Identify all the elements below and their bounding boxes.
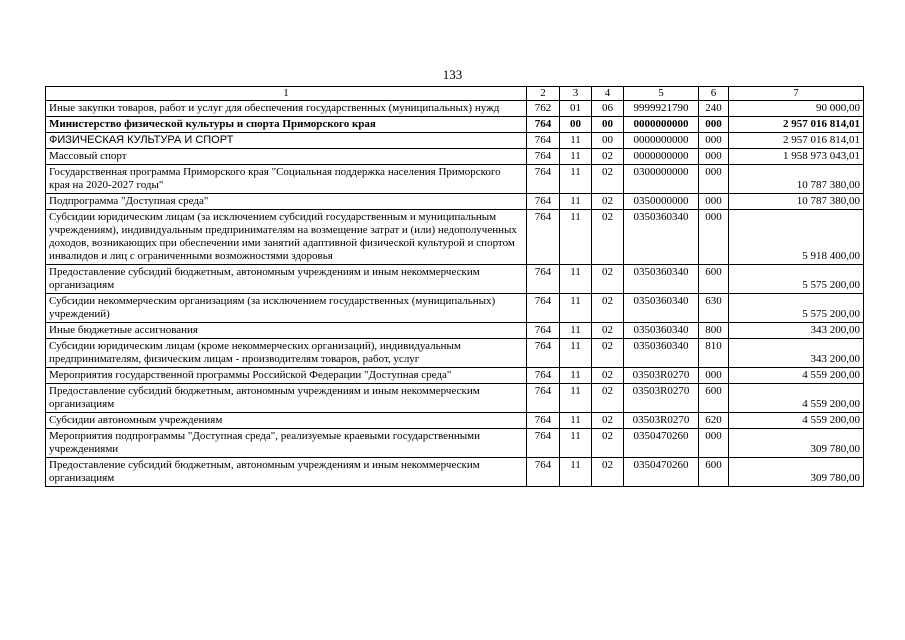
row-name: Государственная программа Приморского края "Социальная поддержка населения Приморского края на 2020-2027 годы" <box>46 165 527 194</box>
row-target-code: 0350360340 <box>624 323 699 339</box>
column-header: 5 <box>624 87 699 101</box>
column-header: 4 <box>592 87 624 101</box>
row-target-code: 03503R0270 <box>624 413 699 429</box>
row-name: Субсидии автономным учреждениям <box>46 413 527 429</box>
row-section-code: 11 <box>560 194 592 210</box>
table-row <box>46 294 864 323</box>
row-amount: 309 780,00 <box>729 429 864 458</box>
row-subsection-code: 02 <box>592 210 624 265</box>
table-row <box>46 165 864 194</box>
row-subsection-code: 02 <box>592 368 624 384</box>
column-header: 6 <box>699 87 729 101</box>
row-subsection-code: 02 <box>592 294 624 323</box>
row-amount: 10 787 380,00 <box>729 165 864 194</box>
row-amount: 5 918 400,00 <box>729 210 864 265</box>
row-target-code: 0300000000 <box>624 165 699 194</box>
row-section-code: 11 <box>560 458 592 487</box>
table-row <box>46 339 864 368</box>
row-expense-type-code: 000 <box>699 210 729 265</box>
row-name: Подпрограмма "Доступная среда" <box>46 194 527 210</box>
column-header: 3 <box>560 87 592 101</box>
table-body <box>46 87 864 487</box>
row-subsection-code: 02 <box>592 323 624 339</box>
table-row <box>46 149 864 165</box>
row-section-code: 11 <box>560 368 592 384</box>
table-row <box>46 368 864 384</box>
row-subsection-code: 02 <box>592 339 624 368</box>
row-ministry-code: 764 <box>527 133 560 149</box>
column-header: 1 <box>46 87 527 101</box>
row-subsection-code: 02 <box>592 458 624 487</box>
row-expense-type-code: 000 <box>699 429 729 458</box>
budget-table <box>45 86 864 487</box>
row-expense-type-code: 000 <box>699 165 729 194</box>
row-ministry-code: 764 <box>527 429 560 458</box>
row-name: Министерство физической культуры и спорта Приморского края <box>46 117 527 133</box>
column-header: 2 <box>527 87 560 101</box>
table-row <box>46 458 864 487</box>
row-name: Иные бюджетные ассигнования <box>46 323 527 339</box>
row-name: Иные закупки товаров, работ и услуг для обеспечения государственных (муниципальных) нужд <box>46 101 527 117</box>
row-target-code: 0350360340 <box>624 265 699 294</box>
row-ministry-code: 764 <box>527 458 560 487</box>
row-target-code: 0350360340 <box>624 339 699 368</box>
row-amount: 343 200,00 <box>729 339 864 368</box>
row-target-code: 0350470260 <box>624 458 699 487</box>
row-section-code: 11 <box>560 323 592 339</box>
row-name: Мероприятия государственной программы Российской Федерации "Доступная среда" <box>46 368 527 384</box>
table-row <box>46 429 864 458</box>
row-amount: 4 559 200,00 <box>729 368 864 384</box>
row-ministry-code: 764 <box>527 117 560 133</box>
row-ministry-code: 764 <box>527 384 560 413</box>
row-name: Субсидии некоммерческим организациям (за исключением государственных (муниципальных) учреждений) <box>46 294 527 323</box>
row-name: Мероприятия подпрограммы "Доступная среда", реализуемые краевыми государственными учреждениями <box>46 429 527 458</box>
row-amount: 10 787 380,00 <box>729 194 864 210</box>
row-amount: 90 000,00 <box>729 101 864 117</box>
row-subsection-code: 00 <box>592 133 624 149</box>
row-expense-type-code: 240 <box>699 101 729 117</box>
row-subsection-code: 02 <box>592 165 624 194</box>
row-name: Массовый спорт <box>46 149 527 165</box>
row-name: Субсидии юридическим лицам (кроме некоммерческих организаций), индивидуальным предпринимателям, физическим лицам - производителям товаров, работ, услуг <box>46 339 527 368</box>
row-section-code: 11 <box>560 133 592 149</box>
row-target-code: 0000000000 <box>624 149 699 165</box>
row-section-code: 11 <box>560 294 592 323</box>
row-ministry-code: 764 <box>527 149 560 165</box>
row-section-code: 11 <box>560 165 592 194</box>
row-target-code: 0350470260 <box>624 429 699 458</box>
row-expense-type-code: 000 <box>699 133 729 149</box>
row-section-code: 11 <box>560 210 592 265</box>
row-expense-type-code: 000 <box>699 117 729 133</box>
table-row <box>46 194 864 210</box>
row-name: Предоставление субсидий бюджетным, автономным учреждениям и иным некоммерческим организациям <box>46 458 527 487</box>
row-ministry-code: 764 <box>527 210 560 265</box>
row-subsection-code: 02 <box>592 194 624 210</box>
column-header: 7 <box>729 87 864 101</box>
table-row <box>46 384 864 413</box>
row-expense-type-code: 600 <box>699 265 729 294</box>
row-subsection-code: 02 <box>592 413 624 429</box>
row-target-code: 03503R0270 <box>624 384 699 413</box>
table-row <box>46 133 864 149</box>
row-amount: 4 559 200,00 <box>729 413 864 429</box>
header-row <box>46 87 864 101</box>
row-ministry-code: 764 <box>527 265 560 294</box>
row-expense-type-code: 000 <box>699 368 729 384</box>
row-target-code: 0000000000 <box>624 133 699 149</box>
row-target-code: 9999921790 <box>624 101 699 117</box>
table-row <box>46 210 864 265</box>
row-section-code: 00 <box>560 117 592 133</box>
row-section-code: 11 <box>560 149 592 165</box>
row-subsection-code: 02 <box>592 429 624 458</box>
row-expense-type-code: 000 <box>699 149 729 165</box>
row-expense-type-code: 600 <box>699 384 729 413</box>
row-ministry-code: 764 <box>527 339 560 368</box>
row-expense-type-code: 600 <box>699 458 729 487</box>
table-row <box>46 101 864 117</box>
row-target-code: 0350360340 <box>624 294 699 323</box>
row-target-code: 0350360340 <box>624 210 699 265</box>
page-number: 133 <box>442 67 463 82</box>
row-ministry-code: 764 <box>527 294 560 323</box>
row-ministry-code: 764 <box>527 323 560 339</box>
row-expense-type-code: 810 <box>699 339 729 368</box>
row-name: Субсидии юридическим лицам (за исключением субсидий государственным и муниципальным учреждениям), индивидуальным предпринимателям на возмещение затрат и (или) недополученных доходов, возникающих при обеспечении ими занятий адаптивной физической культурой и спортом инвалидов и лиц с ограниченными возможностями здоровья <box>46 210 527 265</box>
row-ministry-code: 764 <box>527 165 560 194</box>
row-amount: 4 559 200,00 <box>729 384 864 413</box>
row-target-code: 0350000000 <box>624 194 699 210</box>
row-ministry-code: 764 <box>527 368 560 384</box>
row-expense-type-code: 000 <box>699 194 729 210</box>
table-row <box>46 117 864 133</box>
row-amount: 2 957 016 814,01 <box>729 117 864 133</box>
row-amount: 1 958 973 043,01 <box>729 149 864 165</box>
row-section-code: 11 <box>560 413 592 429</box>
row-subsection-code: 02 <box>592 265 624 294</box>
row-subsection-code: 02 <box>592 149 624 165</box>
row-name: Предоставление субсидий бюджетным, автономным учреждениям и иным некоммерческим организациям <box>46 384 527 413</box>
row-subsection-code: 06 <box>592 101 624 117</box>
row-name: Предоставление субсидий бюджетным, автономным учреждениям и иным некоммерческим организациям <box>46 265 527 294</box>
table-row <box>46 413 864 429</box>
row-section-code: 11 <box>560 429 592 458</box>
row-name: ФИЗИЧЕСКАЯ КУЛЬТУРА И СПОРТ <box>46 133 527 149</box>
row-ministry-code: 764 <box>527 194 560 210</box>
row-target-code: 03503R0270 <box>624 368 699 384</box>
table-row <box>46 323 864 339</box>
row-ministry-code: 762 <box>527 101 560 117</box>
row-section-code: 11 <box>560 384 592 413</box>
row-expense-type-code: 630 <box>699 294 729 323</box>
row-expense-type-code: 800 <box>699 323 729 339</box>
row-ministry-code: 764 <box>527 413 560 429</box>
row-amount: 343 200,00 <box>729 323 864 339</box>
table-row <box>46 265 864 294</box>
row-section-code: 11 <box>560 339 592 368</box>
row-amount: 5 575 200,00 <box>729 265 864 294</box>
row-amount: 309 780,00 <box>729 458 864 487</box>
row-amount: 5 575 200,00 <box>729 294 864 323</box>
row-section-code: 01 <box>560 101 592 117</box>
row-subsection-code: 02 <box>592 384 624 413</box>
row-section-code: 11 <box>560 265 592 294</box>
row-expense-type-code: 620 <box>699 413 729 429</box>
row-subsection-code: 00 <box>592 117 624 133</box>
row-target-code: 0000000000 <box>624 117 699 133</box>
row-amount: 2 957 016 814,01 <box>729 133 864 149</box>
